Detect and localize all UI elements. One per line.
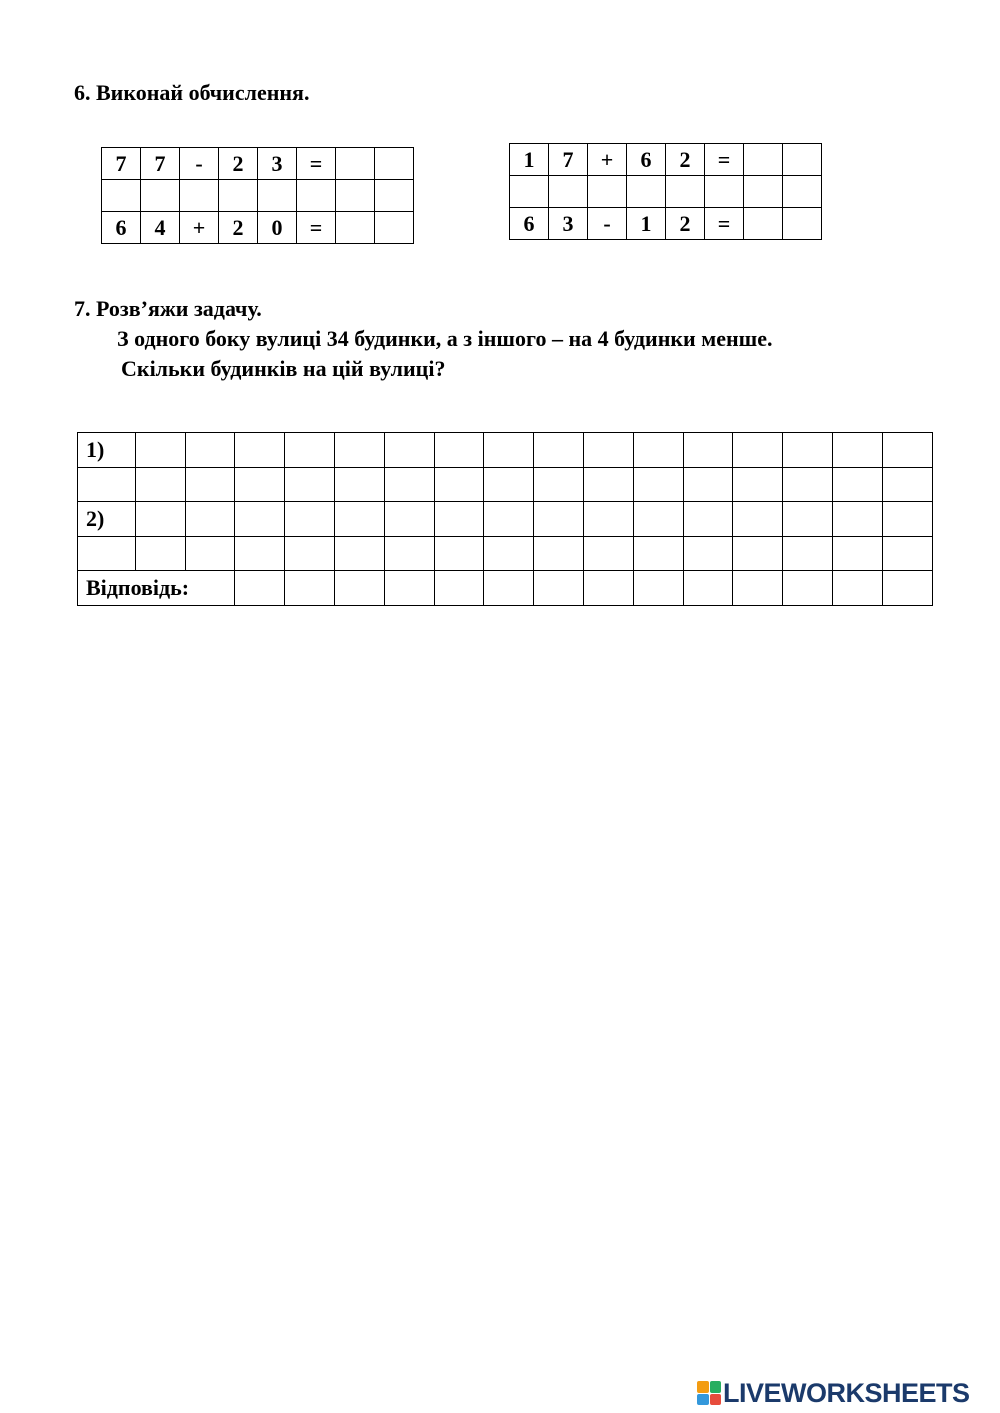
solution-cell[interactable] — [484, 502, 534, 537]
solution-cell[interactable] — [384, 433, 434, 468]
solution-cell[interactable] — [434, 571, 484, 606]
grid-cell: 2 — [219, 212, 258, 244]
grid-cell: 4 — [141, 212, 180, 244]
solution-cell[interactable] — [783, 467, 833, 502]
solution-row — [78, 502, 933, 537]
grid-cell: 2 — [666, 144, 705, 176]
solution-cell[interactable] — [384, 467, 434, 502]
solution-cell[interactable] — [334, 433, 384, 468]
grid-cell: 6 — [102, 212, 141, 244]
answer-cell[interactable] — [744, 176, 783, 208]
solution-cell[interactable] — [334, 467, 384, 502]
solution-row — [78, 433, 933, 468]
grid-row — [510, 208, 822, 240]
problem-text-line2: Скільки будинків на цій вулиці? — [121, 356, 446, 381]
solution-cell[interactable] — [783, 502, 833, 537]
solution-cell[interactable] — [832, 467, 882, 502]
solution-cell[interactable] — [683, 536, 733, 571]
answer-cell[interactable] — [627, 176, 666, 208]
grid-cell: + — [588, 144, 627, 176]
solution-cell[interactable] — [235, 467, 285, 502]
grid-row — [102, 148, 414, 180]
grid-cell: 7 — [549, 144, 588, 176]
solution-cell[interactable] — [384, 571, 434, 606]
grid-cell: = — [297, 212, 336, 244]
solution-cell[interactable] — [185, 433, 235, 468]
task6-heading: 6. Виконай обчислення. — [74, 80, 310, 105]
problem-text-line1: З одного боку вулиці 34 будинки, а з іншого – на 4 будинки менше. — [117, 326, 773, 351]
solution-cell[interactable] — [135, 433, 185, 468]
grid-cell: 6 — [627, 144, 666, 176]
grid-cell: 0 — [258, 212, 297, 244]
solution-cell[interactable] — [185, 502, 235, 537]
solution-cell[interactable] — [832, 433, 882, 468]
grid-cell: - — [588, 208, 627, 240]
grid-cell: + — [180, 212, 219, 244]
solution-cell[interactable] — [135, 536, 185, 571]
solution-cell[interactable] — [434, 502, 484, 537]
answer-cell[interactable] — [588, 176, 627, 208]
grid-row — [102, 212, 414, 244]
solution-cell[interactable] — [285, 536, 335, 571]
grid-cell: 2 — [219, 148, 258, 180]
answer-cell[interactable] — [744, 144, 783, 176]
answer-cell[interactable] — [666, 176, 705, 208]
grid-cell: 1 — [627, 208, 666, 240]
solution-cell[interactable] — [434, 467, 484, 502]
answer-cell[interactable] — [336, 180, 375, 212]
task7-heading: 7. Розв’яжи задачу. — [74, 296, 262, 321]
solution-cell[interactable] — [334, 536, 384, 571]
solution-row — [78, 536, 933, 571]
solution-cell[interactable] — [832, 571, 882, 606]
answer-cell[interactable] — [219, 180, 258, 212]
answer-cell[interactable] — [375, 148, 414, 180]
solution-cell[interactable] — [882, 502, 932, 537]
grid-cell: 1 — [510, 144, 549, 176]
solution-cell[interactable] — [683, 467, 733, 502]
solution-cell[interactable] — [534, 536, 584, 571]
solution-cell[interactable] — [78, 467, 136, 502]
calc-grid-right — [509, 143, 822, 240]
solution-cell[interactable] — [285, 571, 335, 606]
answer-label: Відповідь: — [78, 571, 235, 606]
solution-cell[interactable] — [733, 467, 783, 502]
solution-cell[interactable] — [783, 536, 833, 571]
grid-cell: 6 — [510, 208, 549, 240]
solution-cell[interactable] — [633, 467, 683, 502]
solution-cell[interactable] — [583, 536, 633, 571]
answer-cell[interactable] — [510, 176, 549, 208]
solution-cell[interactable] — [633, 571, 683, 606]
grid-row — [510, 144, 822, 176]
solution-cell[interactable] — [434, 536, 484, 571]
answer-cell[interactable] — [783, 208, 822, 240]
solution-cell[interactable] — [78, 536, 136, 571]
solution-cell[interactable] — [384, 502, 434, 537]
liveworksheets-logo-icon — [697, 1381, 721, 1405]
solution-cell[interactable] — [434, 433, 484, 468]
solution-row — [78, 571, 933, 606]
step-label: 2) — [78, 502, 136, 537]
solution-cell[interactable] — [484, 571, 534, 606]
calc-grid-left — [101, 147, 414, 244]
solution-cell[interactable] — [733, 433, 783, 468]
solution-cell[interactable] — [882, 433, 932, 468]
solution-cell[interactable] — [733, 571, 783, 606]
solution-cell[interactable] — [583, 571, 633, 606]
answer-cell[interactable] — [336, 148, 375, 180]
solution-cell[interactable] — [285, 502, 335, 537]
solution-cell[interactable] — [683, 571, 733, 606]
answer-cell[interactable] — [297, 180, 336, 212]
solution-cell[interactable] — [633, 502, 683, 537]
solution-cell[interactable] — [235, 433, 285, 468]
grid-cell: 2 — [666, 208, 705, 240]
answer-cell[interactable] — [375, 180, 414, 212]
answer-cell[interactable] — [705, 176, 744, 208]
solution-cell[interactable] — [534, 571, 584, 606]
solution-cell[interactable] — [882, 571, 932, 606]
solution-cell[interactable] — [484, 536, 534, 571]
solution-cell[interactable] — [583, 433, 633, 468]
solution-cell[interactable] — [633, 433, 683, 468]
grid-cell: 7 — [141, 148, 180, 180]
solution-cell[interactable] — [334, 571, 384, 606]
answer-cell[interactable] — [102, 180, 141, 212]
answer-cell[interactable] — [336, 212, 375, 244]
answer-cell[interactable] — [141, 180, 180, 212]
solution-cell[interactable] — [683, 433, 733, 468]
solution-cell[interactable] — [534, 433, 584, 468]
step-label: 1) — [78, 433, 136, 468]
grid-row — [510, 176, 822, 208]
solution-cell[interactable] — [235, 536, 285, 571]
solution-cell[interactable] — [534, 502, 584, 537]
solution-cell[interactable] — [583, 502, 633, 537]
solution-cell[interactable] — [135, 467, 185, 502]
solution-cell[interactable] — [185, 536, 235, 571]
answer-cell[interactable] — [783, 144, 822, 176]
logo-text: LIVEWORKSHEETS — [723, 1377, 970, 1408]
solution-cell[interactable] — [135, 502, 185, 537]
grid-row — [102, 180, 414, 212]
solution-cell[interactable] — [832, 536, 882, 571]
solution-cell[interactable] — [882, 536, 932, 571]
solution-cell[interactable] — [583, 467, 633, 502]
solution-cell[interactable] — [733, 502, 783, 537]
answer-cell[interactable] — [744, 208, 783, 240]
grid-cell: 7 — [102, 148, 141, 180]
answer-cell[interactable] — [258, 180, 297, 212]
grid-cell: 3 — [549, 208, 588, 240]
solution-grid — [77, 432, 933, 606]
solution-cell[interactable] — [733, 536, 783, 571]
solution-cell[interactable] — [783, 571, 833, 606]
solution-cell[interactable] — [334, 502, 384, 537]
grid-cell: = — [705, 144, 744, 176]
solution-cell[interactable] — [484, 467, 534, 502]
solution-cell[interactable] — [882, 467, 932, 502]
grid-cell: 3 — [258, 148, 297, 180]
grid-cell: = — [705, 208, 744, 240]
solution-cell[interactable] — [235, 502, 285, 537]
solution-cell[interactable] — [783, 433, 833, 468]
solution-cell[interactable] — [185, 467, 235, 502]
solution-cell[interactable] — [683, 502, 733, 537]
solution-cell[interactable] — [384, 536, 434, 571]
answer-cell[interactable] — [180, 180, 219, 212]
answer-cell[interactable] — [375, 212, 414, 244]
grid-cell: - — [180, 148, 219, 180]
solution-row — [78, 467, 933, 502]
liveworksheets-logo — [697, 1376, 970, 1410]
solution-cell[interactable] — [633, 536, 683, 571]
solution-cell[interactable] — [484, 433, 534, 468]
grid-cell: = — [297, 148, 336, 180]
answer-cell[interactable] — [549, 176, 588, 208]
solution-cell[interactable] — [235, 571, 285, 606]
answer-cell[interactable] — [783, 176, 822, 208]
solution-cell[interactable] — [285, 467, 335, 502]
solution-cell[interactable] — [832, 502, 882, 537]
solution-cell[interactable] — [285, 433, 335, 468]
solution-cell[interactable] — [534, 467, 584, 502]
